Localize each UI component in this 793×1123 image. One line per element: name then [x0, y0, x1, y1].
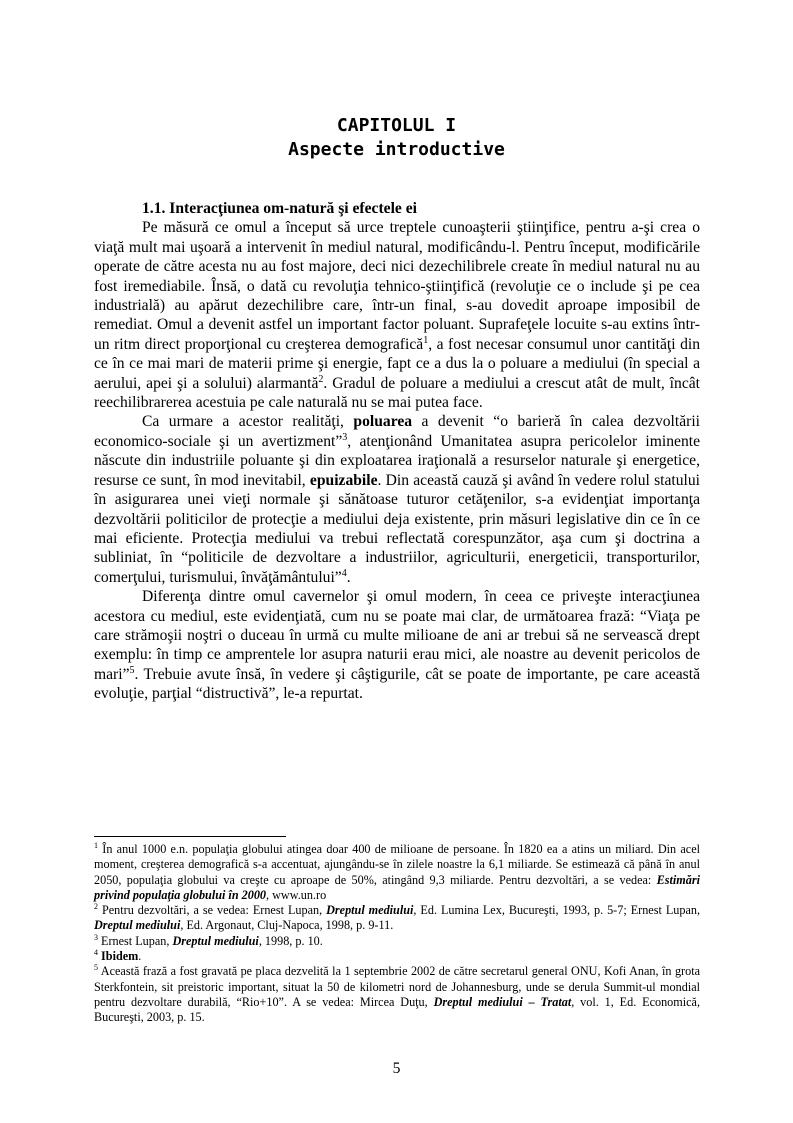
paragraph-text: . Gradul de poluare a mediului a crescut atât de mult, încât reechilibrarerea acestuia pe cale naturală nu se mai putea face. — [94, 374, 700, 412]
footnote-text: . — [138, 949, 142, 964]
footnotes — [94, 842, 700, 1026]
footnote-1 — [94, 842, 700, 903]
paragraph-text: a devenit “o barieră în calea dezvoltării economico-sociale şi un avertizment” — [94, 413, 700, 450]
footnote-ibidem: Ibidem — [101, 949, 139, 964]
footnote-3 — [94, 934, 700, 949]
emphasis-poluarea: poluarea — [353, 413, 413, 431]
footnote-source-title: Dreptul mediului – Tratat — [433, 994, 572, 1009]
footnote-2 — [94, 903, 700, 934]
footnote-text: , Ed. Lumina Lex, Bucureşti, 1993, p. 5-7; Ernest Lupan, — [413, 903, 700, 918]
footnote-source-title: Dreptul mediului — [172, 933, 259, 948]
paragraph-text: , atenţionând Umanitatea asupra pericolelor iminente născute din industriile poluante şi din exploatarea iraţională a resurselor naturale şi energetice, resurse ce sunt, în mod inevitabil, — [94, 432, 700, 489]
footnote-text: Ernest Lupan, — [98, 933, 173, 948]
paragraph-text: Ca urmare a acestor realităţi, — [142, 413, 354, 431]
footnote-mark: 2 — [94, 902, 98, 912]
paragraph-3 — [94, 587, 700, 703]
footnote-5 — [94, 964, 700, 1025]
footnote-text: , vol. 1, Ed. Economică, Bucureşti, 2003, p. 15. — [94, 994, 700, 1025]
footnote-text: În anul 1000 e.n. populaţia globului atingea doar 400 de milioane de persoane. În 1820 ea a atins un miliard. Din acel moment, creşterea demografică s-a accentuat, ajungându-se în zilele noastre la 6,1 miliarde. Se estimează că până în anul 2050, populaţia globului va creşte cu aproape de 50%, atingând 9,3 miliarde. Pentru dezvoltări, a se vedea: — [94, 842, 700, 887]
footnote-source-title: Estimări privind populaţia globului în 2000 — [94, 872, 700, 902]
footnote-mark: 1 — [94, 840, 98, 850]
footnote-reference-3[interactable]: 3 — [342, 431, 348, 443]
footnote-divider — [94, 836, 286, 837]
footnote-text: Această frază a fost gravată pe placa dezvelită la 1 septembrie 2002 de către secretarul general ONU, Kofi Anan, în grota Sterkfontein, sit preistoric important, situat la 50 de kilometri nord de Johannesburg, unde se derula Summit-ul mondial pentru dezvoltare durabilă, “Rio+10”. A se vedea: Mircea Duţu, — [94, 964, 700, 1009]
footnote-mark: 5 — [94, 963, 98, 973]
footnote-reference-1[interactable]: 1 — [423, 334, 429, 346]
paragraph-text: Diferenţa dintre omul cavernelor şi omul modern, în ceea ce priveşte interacţiunea acestora cu mediul, este evidenţiată, cum nu se poate mai clar, de următoarea frază: “Viaţa pe care strămoşii noştri o duceau în urmă cu multe milioane de ani ar trebui să ne servească drept exemplu: în timp ce amprentele lor asupra naturii erau mici, ale noastre au devenit pericolos de mari” — [94, 588, 700, 683]
paragraph-2 — [94, 412, 700, 587]
chapter-title: Aspecte introductive — [288, 139, 505, 160]
footnote-mark: 4 — [94, 948, 98, 958]
paragraph-1 — [94, 218, 700, 412]
footnote-text: , Ed. Argonaut, Cluj-Napoca, 1998, p. 9-11. — [180, 918, 394, 933]
paragraph-text: . Din această cauză şi având în vedere rolul statului în asigurarea unei vieţi normale şi sănătoase tuturor cetăţenilor, s-a evidenţiat importanţa dezvoltării politicilor de protecţie a mediului deja existente, prin măsuri legislative din ce în ce mai eficiente. Protecţia mediului va trebui reflectată corespunzător, aşa cum şi doctrina a subliniat, în “politicile de dezvoltare a industriilor, agriculturii, energeticii, transporturilor, comerţului, turismului, învăţământului” — [94, 471, 701, 586]
footnote-source-title: Dreptul mediului — [94, 918, 181, 933]
body-text — [94, 199, 700, 704]
chapter-number: CAPITOLUL I — [336, 115, 457, 136]
footnote-4 — [94, 949, 700, 964]
footnote-link[interactable]: , www.un.ro — [266, 887, 327, 902]
emphasis-epuizabile: epuizabile — [309, 471, 378, 489]
footnote-reference-4[interactable]: 4 — [341, 567, 347, 579]
footnote-text: Pentru dezvoltări, a se vedea: Ernest Lupan, — [98, 903, 327, 918]
footnote-reference-2[interactable]: 2 — [318, 373, 324, 385]
paragraph-text: Pe măsură ce omul a început să urce treptele cunoaşterii ştiinţifice, pentru a-şi crea o viaţă mult mai uşoară a intervenit în mediul natural, modificându-l. Pentru început, modificările operate de către acesta nu au fost majore, deci nici dezechilibrele create în mediul natural nu au fost iremediabile. Însă, o dată cu revoluţia tehnico-ştiinţifică (revoluţie ce o include şi pe cea industrială) au apărut dezechilibre care, într-un final, s-au dovedit aproape imposibil de remediat. Omul a devenit astfel un important factor poluant. Suprafeţele locuite s-au extins într-un ritm direct proporţional cu creşterea demografică — [94, 219, 700, 353]
paragraph-text: . — [346, 568, 351, 586]
paragraph-text: . Trebuie avute însă, în vedere şi câştigurile, cât se poate de importante, pe care această evoluţie, parţial “distructivă”, le-a repurtat. — [94, 665, 700, 703]
footnote-reference-5[interactable]: 5 — [129, 664, 135, 676]
footnote-text: , 1998, p. 10. — [258, 933, 323, 948]
paragraph-text: , a fost necesar consumul unor cantităţi din ce în ce mai mari de materii prime şi energie, fapt ce a dus la o poluare a mediului (în special a aerului, apei şi a solului) alarmantă — [94, 335, 700, 392]
footnote-source-title: Dreptul mediului — [326, 903, 414, 918]
section-heading: 1.1. Interacţiunea om-natură şi efectele ei — [142, 200, 417, 217]
footnote-mark: 3 — [94, 932, 98, 942]
page-number: 5 — [392, 1060, 401, 1077]
